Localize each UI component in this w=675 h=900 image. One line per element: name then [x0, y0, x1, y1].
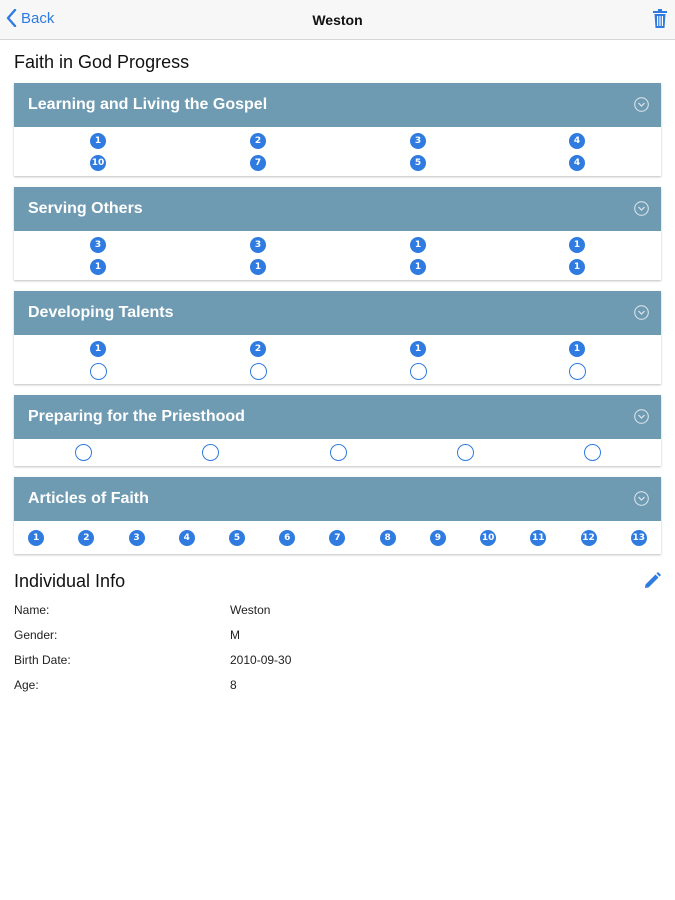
progress-badge[interactable]: 3	[90, 237, 106, 253]
progress-badge[interactable]: 7	[250, 155, 266, 171]
panel-header-preparing-priesthood[interactable]	[14, 395, 661, 439]
chevron-down-icon	[634, 201, 649, 216]
empty-progress-circle[interactable]	[584, 444, 601, 461]
requirement-column	[568, 341, 586, 380]
info-value: Weston	[230, 603, 271, 617]
progress-badge[interactable]: 3	[410, 133, 426, 149]
trash-icon	[653, 9, 667, 29]
chevron-down-icon	[634, 305, 649, 320]
panel-title: Learning and Living the Gospel	[28, 96, 268, 113]
progress-badge[interactable]: 1	[410, 237, 426, 253]
requirement-column	[409, 341, 427, 380]
progress-badge[interactable]: 1	[569, 237, 585, 253]
progress-badge[interactable]: 4	[569, 155, 585, 171]
requirement-column	[89, 237, 107, 275]
info-label: Name:	[14, 603, 50, 617]
articles-of-faith-row	[14, 521, 661, 546]
progress-title: Faith in God Progress	[14, 52, 190, 72]
requirement-column	[249, 341, 267, 380]
progress-badge[interactable]: 2	[250, 133, 266, 149]
info-row-birth-date	[14, 653, 292, 667]
progress-badge[interactable]: 5	[410, 155, 426, 171]
chevron-down-icon	[634, 97, 649, 112]
requirement-column	[201, 444, 219, 461]
empty-progress-circle[interactable]	[90, 363, 107, 380]
article-badge[interactable]: 12	[581, 530, 597, 546]
chevron-down-icon	[634, 409, 649, 424]
requirement-column	[409, 133, 427, 171]
article-badge[interactable]: 3	[129, 530, 145, 546]
progress-badge[interactable]: 4	[569, 133, 585, 149]
empty-progress-circle[interactable]	[457, 444, 474, 461]
empty-progress-circle[interactable]	[75, 444, 92, 461]
progress-badge[interactable]: 10	[90, 155, 106, 171]
panel-learning-living-gospel	[14, 83, 661, 176]
article-badge[interactable]: 11	[530, 530, 546, 546]
panel-header-serving-others[interactable]	[14, 187, 661, 231]
article-badge[interactable]: 10	[480, 530, 496, 546]
individual-info-title: Individual Info	[14, 571, 126, 591]
article-badge[interactable]: 9	[430, 530, 446, 546]
article-badge[interactable]: 2	[78, 530, 94, 546]
panel-developing-talents	[14, 291, 661, 384]
requirement-column	[456, 444, 474, 461]
requirement-column	[74, 444, 92, 461]
article-badge[interactable]: 5	[229, 530, 245, 546]
page-title: Weston	[312, 12, 363, 28]
article-badge[interactable]: 1	[28, 530, 44, 546]
panel-title: Preparing for the Priesthood	[28, 408, 245, 425]
panel-header-articles-of-faith[interactable]	[14, 477, 661, 521]
edit-button[interactable]	[643, 571, 662, 595]
progress-badge[interactable]: 1	[90, 133, 106, 149]
requirement-column	[409, 237, 427, 275]
progress-badge[interactable]: 2	[250, 341, 266, 357]
progress-badge[interactable]: 1	[569, 259, 585, 275]
requirement-column	[89, 341, 107, 380]
info-row-gender	[14, 628, 240, 642]
empty-progress-circle[interactable]	[202, 444, 219, 461]
article-badge[interactable]: 13	[631, 530, 647, 546]
panel-articles-of-faith	[14, 477, 661, 554]
progress-badge[interactable]: 1	[410, 341, 426, 357]
info-value: M	[230, 628, 240, 642]
progress-badge[interactable]: 3	[250, 237, 266, 253]
progress-badge[interactable]: 1	[90, 341, 106, 357]
back-label: Back	[21, 9, 55, 27]
panel-header-developing-talents[interactable]	[14, 291, 661, 335]
empty-progress-circle[interactable]	[569, 363, 586, 380]
chevron-down-icon	[634, 491, 649, 506]
requirement-column	[249, 133, 267, 171]
panel-header-learning-living-gospel[interactable]	[14, 83, 661, 127]
requirement-column	[568, 237, 586, 275]
requirement-column	[583, 444, 601, 461]
article-badge[interactable]: 4	[179, 530, 195, 546]
article-badge[interactable]: 6	[279, 530, 295, 546]
info-label: Gender:	[14, 628, 58, 642]
requirement-column	[249, 237, 267, 275]
panel-preparing-priesthood	[14, 395, 661, 466]
article-badge[interactable]: 7	[329, 530, 345, 546]
panel-title: Developing Talents	[28, 304, 174, 321]
progress-badge[interactable]: 1	[90, 259, 106, 275]
requirement-column	[568, 133, 586, 171]
panel-serving-others	[14, 187, 661, 280]
progress-badge[interactable]: 1	[569, 341, 585, 357]
empty-progress-circle[interactable]	[410, 363, 427, 380]
info-value: 8	[230, 678, 237, 692]
navigation-bar	[0, 0, 675, 40]
delete-button[interactable]	[653, 9, 667, 34]
progress-badge[interactable]: 1	[250, 259, 266, 275]
info-row-name	[14, 603, 271, 617]
info-row-age	[14, 678, 237, 692]
pencil-icon	[643, 571, 662, 590]
requirement-column	[89, 133, 107, 171]
panel-title: Serving Others	[28, 200, 143, 217]
info-label: Age:	[14, 678, 39, 692]
empty-progress-circle[interactable]	[330, 444, 347, 461]
article-badge[interactable]: 8	[380, 530, 396, 546]
empty-progress-circle[interactable]	[250, 363, 267, 380]
info-value: 2010-09-30	[230, 653, 292, 667]
panel-title: Articles of Faith	[28, 490, 149, 507]
requirement-column	[329, 444, 347, 461]
info-label: Birth Date:	[14, 653, 71, 667]
progress-badge[interactable]: 1	[410, 259, 426, 275]
